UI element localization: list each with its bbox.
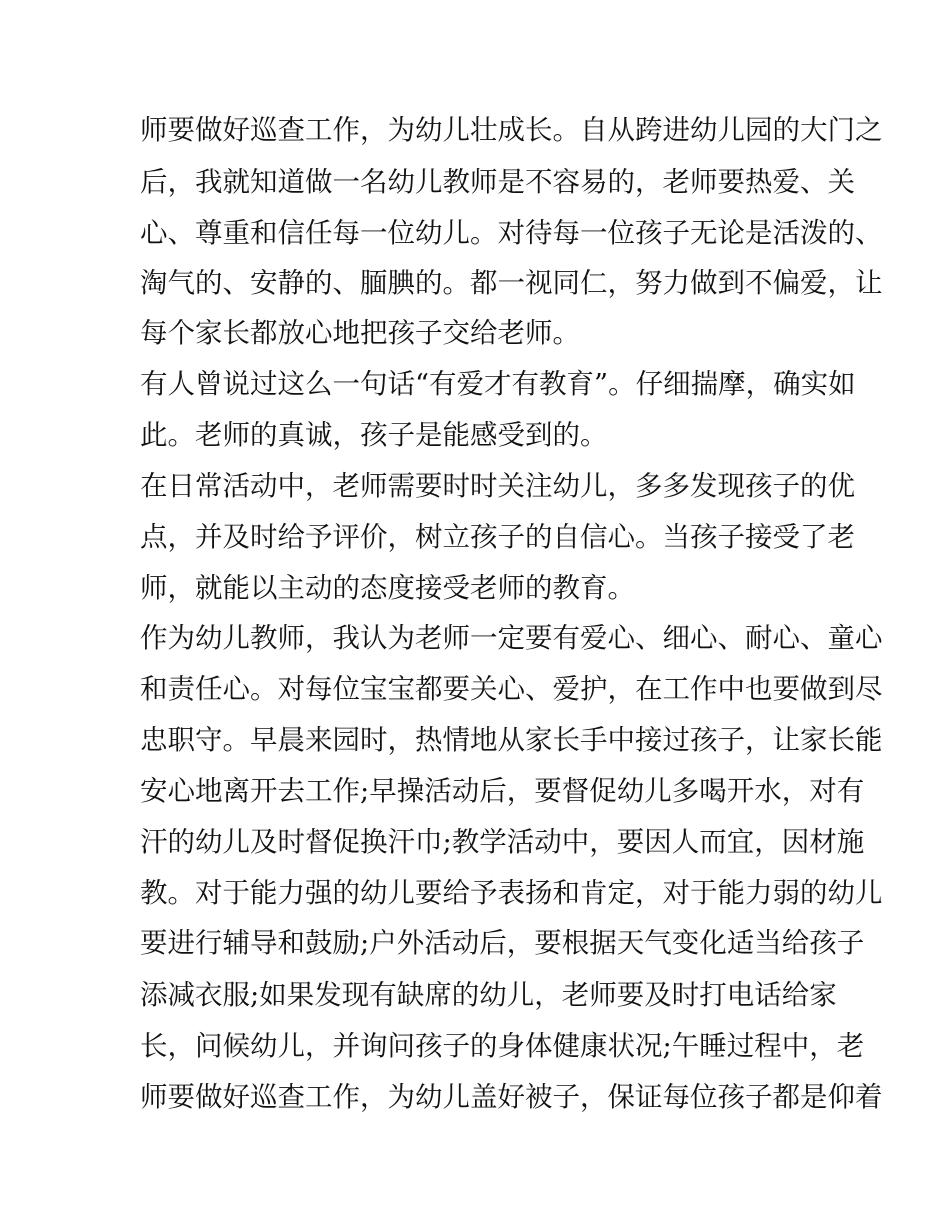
text-line: 在日常活动中，老师需要时时关注幼儿，多多发现孩子的优 — [140, 470, 855, 502]
text-line: 汗的幼儿及时督促换汗巾;教学活动中，要因人而宜，因材施 — [140, 826, 865, 858]
text-line: 点，并及时给予评价，树立孩子的自信心。当孩子接受了老 — [140, 521, 855, 553]
text-line: 师，就能以主动的态度接受老师的教育。 — [140, 572, 635, 604]
text-line: 此。老师的真诚，孩子是能感受到的。 — [140, 419, 608, 451]
text-line: 每个家长都放心地把孩子交给老师。 — [140, 317, 580, 349]
text-line: 后，我就知道做一名幼儿教师是不容易的，老师要热爱、关 — [140, 166, 855, 198]
text-line: 心、尊重和信任每一位幼儿。对待每一位孩子无论是活泼的、 — [140, 217, 883, 249]
text-line: 师要做好巡查工作，为幼儿壮成长。自从跨进幼儿园的大门之 — [140, 114, 883, 146]
text-line: 有人曾说过这么一句话“有爱才有教育”。仔细揣摩，确实如 — [140, 368, 856, 400]
text-line: 淘气的、安静的、腼腆的。都一视同仁，努力做到不偏爱，让 — [140, 267, 883, 299]
text-line: 长，问候幼儿，并询问孩子的身体健康状况;午睡过程中，老 — [140, 1030, 865, 1062]
text-line: 添减衣服;如果发现有缺席的幼儿，老师要及时打电话给家 — [140, 979, 837, 1011]
text-line: 要进行辅导和鼓励;户外活动后，要根据天气变化适当给孩子 — [140, 927, 865, 959]
text-line: 和责任心。对每位宝宝都要关心、爱护，在工作中也要做到尽 — [140, 673, 883, 705]
text-line: 安心地离开去工作;早操活动后，要督促幼儿多喝开水，对有 — [140, 775, 865, 807]
text-line: 作为幼儿教师，我认为老师一定要有爱心、细心、耐心、童心 — [140, 622, 883, 654]
text-line: 教。对于能力强的幼儿要给予表扬和肯定，对于能力弱的幼儿 — [140, 877, 883, 909]
text-line: 师要做好巡查工作，为幼儿盖好被子，保证每位孩子都是仰着 — [140, 1081, 883, 1113]
text-line: 忠职守。早晨来园时，热情地从家长手中接过孩子，让家长能 — [140, 724, 883, 756]
